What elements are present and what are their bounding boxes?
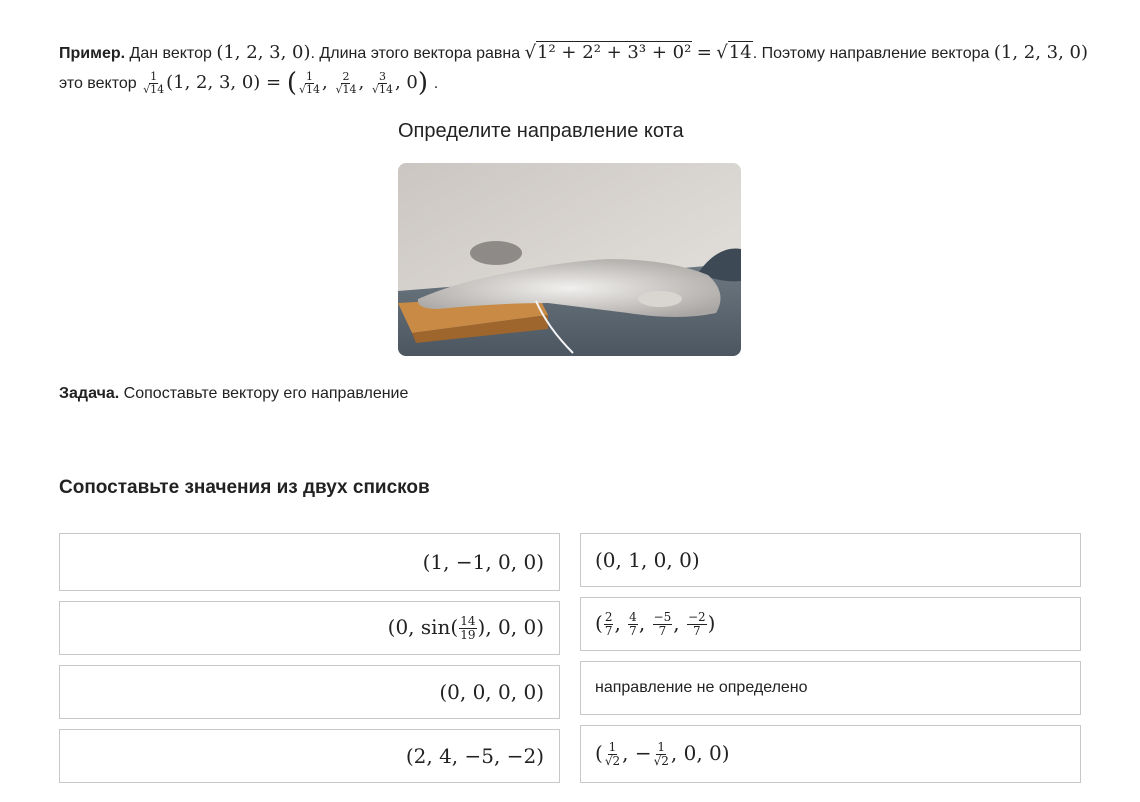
- right-paren: ): [417, 68, 429, 98]
- example-label: Пример.: [59, 45, 126, 62]
- right-item-1-value: (0, 1, 0, 0): [595, 548, 700, 572]
- right-item-4[interactable]: [580, 725, 1081, 783]
- length-sqrt: √1² + 2² + 3³ + 0²: [524, 42, 692, 63]
- right-item-1[interactable]: [580, 533, 1081, 587]
- example-line-2: [59, 68, 1099, 98]
- left-item-3-value: (0, 0, 0, 0): [439, 680, 544, 704]
- matching-title: Сопоставьте значения из двух списков: [59, 477, 430, 498]
- example-vector-2: (1, 2, 3, 0): [993, 42, 1089, 63]
- example-text-2: . Длина этого вектора равна: [310, 45, 521, 62]
- fraction-1-sqrt2-a: $\frac{1}{√2}$: [604, 740, 621, 768]
- left-item-1[interactable]: [59, 533, 560, 591]
- task-text: Сопоставьте вектору его направление: [123, 385, 409, 402]
- figure-caption: Определите направление кота: [398, 120, 684, 142]
- left-paren: (: [286, 68, 298, 98]
- tail-zero: , 0: [394, 72, 418, 93]
- left-item-2[interactable]: [59, 601, 560, 655]
- fraction-1: $\frac{1}{√14}$: [299, 69, 321, 96]
- left-item-1-value: (1, −1, 0, 0): [422, 550, 544, 574]
- example-text-3: . Поэтому направление вектора: [752, 45, 990, 62]
- sqrt-14-value: 14: [728, 42, 752, 63]
- fraction-minus2-7: $\frac{-2}{7}$: [687, 610, 706, 638]
- task-paragraph: [59, 385, 408, 403]
- fraction-minus5-7: $\frac{-5}{7}$: [653, 610, 672, 638]
- example-text-4: это вектор: [59, 75, 137, 92]
- fraction-1-sqrt2-b: $\frac{1}{√2}$: [653, 740, 669, 768]
- fraction-3: $\frac{3}{√14}$: [371, 69, 393, 96]
- equals-sign: =: [696, 42, 712, 63]
- left-item-3[interactable]: [59, 665, 560, 719]
- vector-tail: (1, 2, 3, 0) =: [166, 72, 282, 93]
- right-item-3-value: направление не определено: [595, 679, 808, 696]
- fraction-4-7: $\frac{4}{7}$: [629, 610, 637, 638]
- right-item-2-value: ( $\frac{2}{7}$ , $\frac{4}{7}$ , $\frac{-5}{7}$ , $\frac{-2}{7}$ ): [595, 610, 716, 638]
- right-item-4-value: ( $\frac{1}{√2}$ , − $\frac{1}{√2}$ , 0, 0): [595, 740, 730, 768]
- fraction-2-7: $\frac{2}{7}$: [604, 610, 613, 638]
- left-item-4[interactable]: [59, 729, 560, 783]
- example-paragraph: [59, 38, 1099, 98]
- fraction-14-19: $\frac{14}{19}$: [460, 614, 476, 642]
- left-item-2-value: (0, sin( $\frac{14}{19}$ ), 0, 0): [387, 614, 544, 642]
- fraction-1-over-sqrt14: $\frac{1}{√14}$: [143, 69, 165, 96]
- fraction-2: $\frac{2}{√14}$: [335, 69, 357, 96]
- cat-photo: [398, 163, 741, 356]
- right-item-2[interactable]: [580, 597, 1081, 651]
- right-item-3[interactable]: [580, 661, 1081, 715]
- normalization-expr: $\frac{1}{√14}$ (1, 2, 3, 0) = ( $\frac{1}{√14}$ , $\frac{2}{√14}$ , $\frac{3}{√14}$ , 0): [143, 68, 429, 98]
- example-vector: (1, 2, 3, 0): [216, 42, 311, 63]
- period: .: [433, 75, 439, 92]
- sqrt-14: √14: [716, 42, 752, 63]
- length-expr: 1² + 2² + 3³ + 0²: [537, 42, 692, 63]
- left-item-4-value: (2, 4, −5, −2): [405, 744, 544, 768]
- task-label: Задача.: [59, 385, 120, 402]
- example-line-1: [59, 38, 1099, 68]
- example-text-1: Дан вектор: [129, 45, 212, 62]
